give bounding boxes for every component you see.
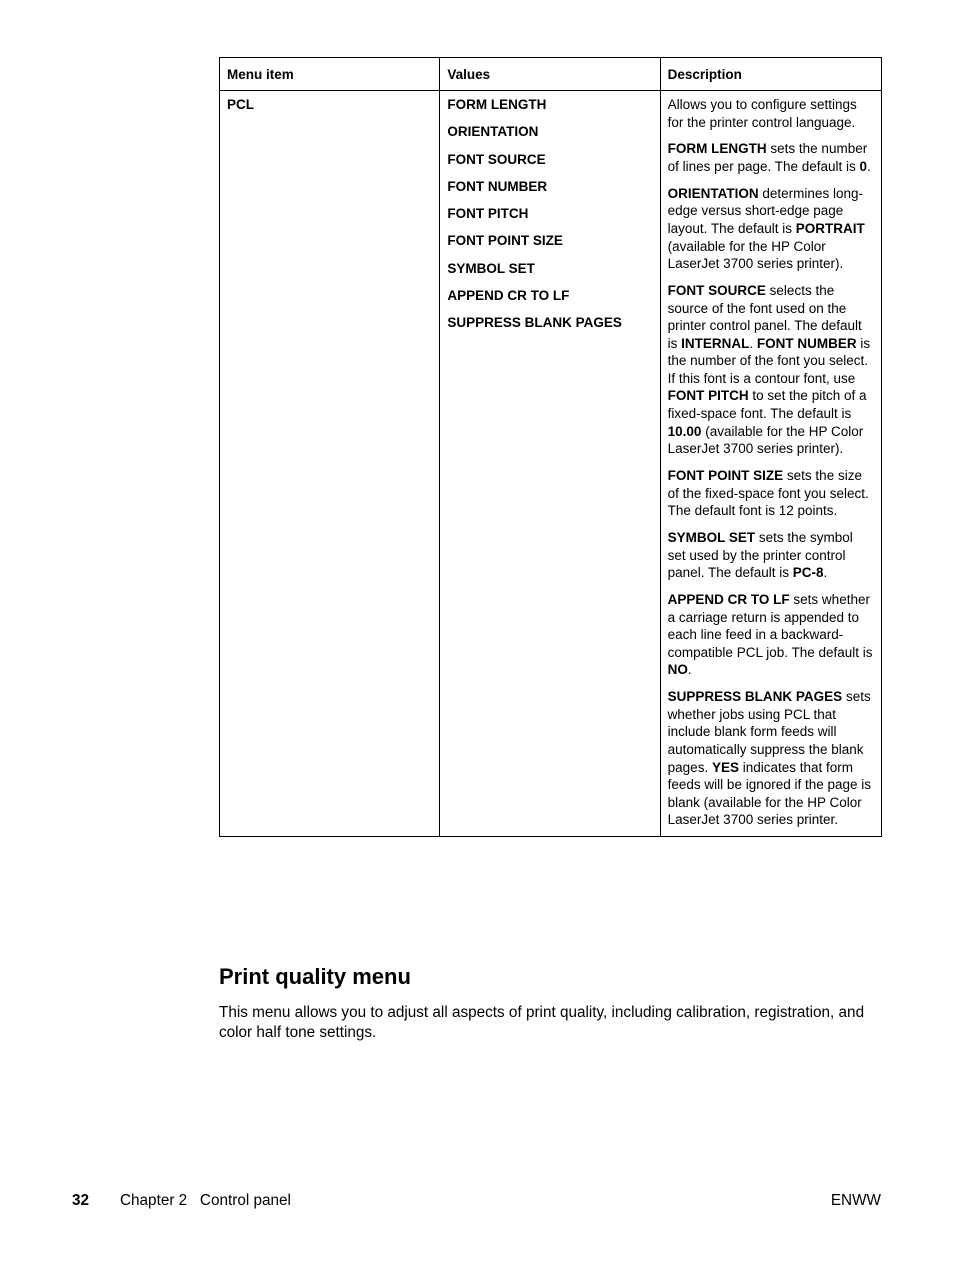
- description-text: determines long-edge versus short-edge page layout. The default is: [667, 185, 863, 236]
- value-item: FONT SOURCE: [447, 151, 546, 167]
- description-bold-term: FONT POINT SIZE: [667, 468, 784, 484]
- description-text: (available for the HP Color LaserJet 3700 series printer).: [667, 238, 844, 272]
- description-bold-term: YES: [711, 759, 739, 775]
- description-text: selects the source of the font used on the printer control panel. The default is: [667, 282, 862, 351]
- description-text: .: [687, 662, 692, 678]
- description-paragraph: [668, 282, 874, 458]
- description-text: sets the size of the fixed-space font you select. The default font is 12 points.: [667, 468, 869, 519]
- description-bold-term: PC-8: [792, 565, 824, 581]
- description-text: .: [749, 335, 757, 351]
- description-bold-term: FORM LENGTH: [667, 141, 767, 157]
- value-item: APPEND CR TO LF: [447, 288, 570, 304]
- menu-item-cell: PCL: [220, 91, 440, 837]
- description-bold-term: ORIENTATION: [667, 185, 759, 201]
- table-header-row: [220, 58, 882, 91]
- description-text: (available for the HP Color LaserJet 3700 series printer).: [667, 423, 864, 457]
- description-bold-term: 10.00: [667, 423, 702, 439]
- description-bold-term: APPEND CR TO LF: [667, 591, 790, 607]
- value-item: SUPPRESS BLANK PAGES: [447, 315, 622, 331]
- description-text: Allows you to configure settings for the printer control language.: [667, 97, 857, 130]
- description-paragraph: [668, 529, 874, 582]
- description-bold-term: 0: [859, 158, 868, 174]
- description-text: to set the pitch of a fixed-space font. The default is: [667, 388, 867, 422]
- description-bold-term: FONT NUMBER: [756, 335, 857, 351]
- description-bold-term: FONT SOURCE: [667, 282, 766, 298]
- description-paragraph: [668, 688, 874, 829]
- description-paragraph: [668, 591, 874, 679]
- description-paragraph: [668, 140, 874, 175]
- description-paragraph: [668, 185, 874, 273]
- description-paragraph: [668, 96, 874, 131]
- header-values: Values: [440, 58, 660, 91]
- value-item: FONT PITCH: [447, 206, 529, 222]
- description-paragraph: [668, 467, 874, 520]
- page-number: 32: [72, 1192, 90, 1209]
- value-item: SYMBOL SET: [447, 260, 535, 276]
- description-bold-term: INTERNAL: [681, 335, 750, 351]
- header-menu-item: Menu item: [220, 58, 440, 91]
- value-item: FONT POINT SIZE: [447, 233, 563, 249]
- header-description: Description: [660, 58, 881, 91]
- description-cell: [660, 91, 881, 837]
- table-row: [220, 91, 882, 837]
- section-heading: Print quality menu: [219, 964, 411, 989]
- value-item: ORIENTATION: [447, 124, 539, 140]
- description-text: sets whether a carriage return is appended to each line feed in a backward-compatible PCL job. The default is: [667, 591, 873, 660]
- footer-code: ENWW: [830, 1192, 881, 1209]
- description-bold-term: SYMBOL SET: [667, 530, 756, 545]
- description-text: sets the number of lines per page. The default is: [667, 141, 868, 174]
- description-bold-term: FONT PITCH: [667, 388, 749, 404]
- pcl-menu-table: [219, 57, 882, 837]
- description-bold-term: SUPPRESS BLANK PAGES: [667, 689, 843, 705]
- description-text: .: [867, 158, 871, 174]
- chapter-label: Chapter 2 Control panel: [120, 1192, 291, 1209]
- description-bold-term: PORTRAIT: [795, 220, 865, 236]
- section-body-text: This menu allows you to adjust all aspects of print quality, including calibration, registration, and color half tone settings.: [219, 1004, 865, 1041]
- values-cell: [440, 91, 660, 837]
- description-text: sets the symbol set used by the printer control panel. The default is: [667, 530, 853, 581]
- description-text: indicates that form feeds will be ignored if the page is blank (available for the HP Color LaserJet 3700 series printer.: [667, 759, 872, 828]
- value-item: FONT NUMBER: [447, 178, 548, 194]
- description-text: sets whether jobs using PCL that include blank form feeds will automatically suppress the blank pages.: [667, 689, 871, 775]
- value-item: FORM LENGTH: [447, 97, 547, 112]
- description-bold-term: NO: [667, 662, 688, 678]
- description-text: is the number of the font you select. If this font is a contour font, use: [667, 335, 871, 386]
- description-text: .: [823, 565, 828, 581]
